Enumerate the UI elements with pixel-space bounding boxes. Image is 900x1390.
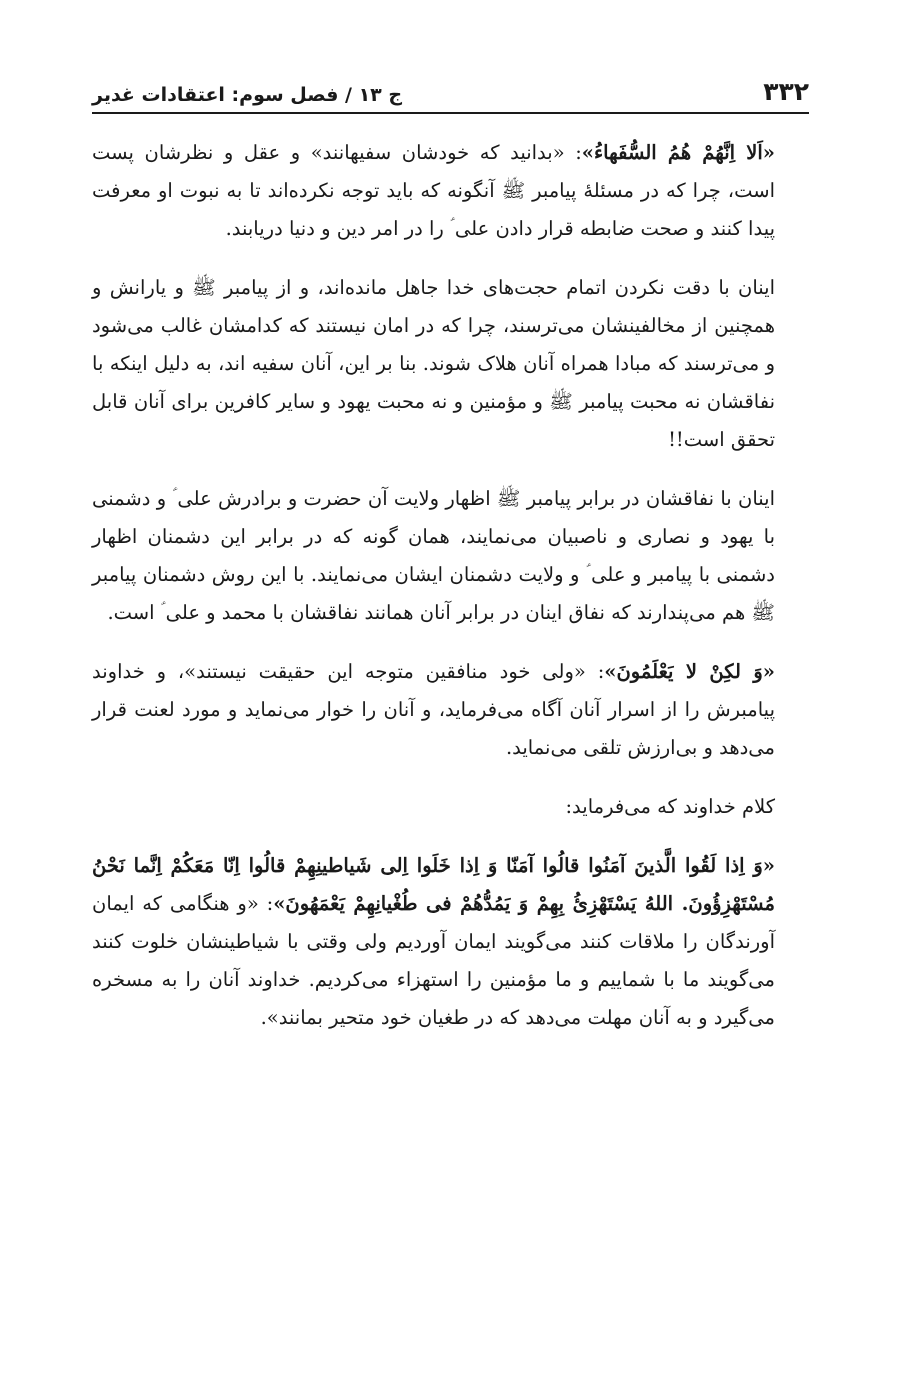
paragraph-text: کلام خداوند که می‌فرماید:	[565, 795, 775, 818]
paragraph-5	[92, 788, 809, 826]
quran-verse: «اَلا اِنَّهُمْ هُمُ السُّفَهاءُ»	[581, 141, 775, 164]
paragraph-2	[92, 269, 809, 459]
paragraph-4	[92, 653, 809, 767]
paragraph-text: : «بدانید که خودشان سفیهانند» و عقل و نظرشان پست است، چرا که در مسئلهٔ پیامبر ﷺ آنگونه که باید توجه نکرده‌اند تا به نبوت او معرفت پیدا کنند و صحت ضابطه قرار دادن علی ؑ را در امر دین و دنیا دریابند.	[92, 141, 775, 240]
paragraph-text: : «ولی خود منافقین متوجه این حقیقت نیستند»، و خداوند پیامبرش را از اسرار آنان آگاه می‌فرماید، و آنان را خوار می‌نماید و مورد لعنت قرار می‌دهد و بی‌ارزش تلقی می‌نماید.	[92, 660, 775, 759]
running-title: ج ۱۳ / فصل سوم: اعتقادات غدیر	[92, 84, 403, 106]
book-page	[92, 62, 809, 1058]
page-body	[92, 134, 809, 1037]
paragraph-3	[92, 480, 809, 632]
paragraph-text: اینان با دقت نکردن اتمام حجت‌های خدا جاهل مانده‌اند، و از پیامبر ﷺ و یارانش و همچنین از مخالفینشان می‌ترسند، چرا که در امان نیستند که کدامشان غالب می‌شود و می‌ترسند که مبادا همراه آنان هلاک شوند. بنا بر این، آنان سفیه اند، به دلیل اینکه با نفاقشان نه محبت پیامبر ﷺ و مؤمنین و نه محبت یهود و سایر کافرین برای آنان قابل تحقق است!!	[92, 276, 775, 451]
paragraph-1	[92, 134, 809, 248]
paragraph-text: : «و هنگامی که ایمان آورندگان را ملاقات کنند می‌گویند ایمان آوردیم ولی وقتی با شیاطینشان خلوت کنند می‌گویند ما با شماییم و ما مؤمنین را استهزاء می‌کردیم. خداوند آنان را به مسخره می‌گیرد و به آنان مهلت می‌دهد که در طغیان خود متحیر بمانند».	[92, 892, 775, 1029]
paragraph-text: اینان با نفاقشان در برابر پیامبر ﷺ اظهار ولایت آن حضرت و برادرش علی ؑ و دشمنی با یهود و نصاری و ناصبیان می‌نمایند، همان گونه که در برابر این دشمنان اظهار دشمنی با پیامبر و علی ؑ و ولایت دشمنان ایشان می‌نمایند. با این روش دشمنان پیامبر ﷺ هم می‌پندارند که نفاق اینان در برابر آنان همانند نفاقشان با محمد و علی ؑ است.	[92, 487, 775, 624]
page-number: ۳۳۲	[763, 77, 809, 106]
page-header	[92, 62, 809, 114]
paragraph-6	[92, 847, 809, 1037]
quran-verse: «وَ اِذا لَقُوا الَّذينَ آمَنُوا قالُوا آمَنّا وَ اِذا خَلَوا اِلی شَياطينِهِمْ قالُوا اِنّا مَعَكُمْ اِنَّما نَحْنُ مُسْتَهْزِؤُونَ. اللهُ يَسْتَهْزِئُ بِهِمْ وَ يَمُدُّهُمْ فی طُغْيانِهِمْ يَعْمَهُونَ»	[92, 854, 775, 915]
quran-verse: «وَ لکِنْ لا يَعْلَمُونَ»	[604, 660, 775, 683]
